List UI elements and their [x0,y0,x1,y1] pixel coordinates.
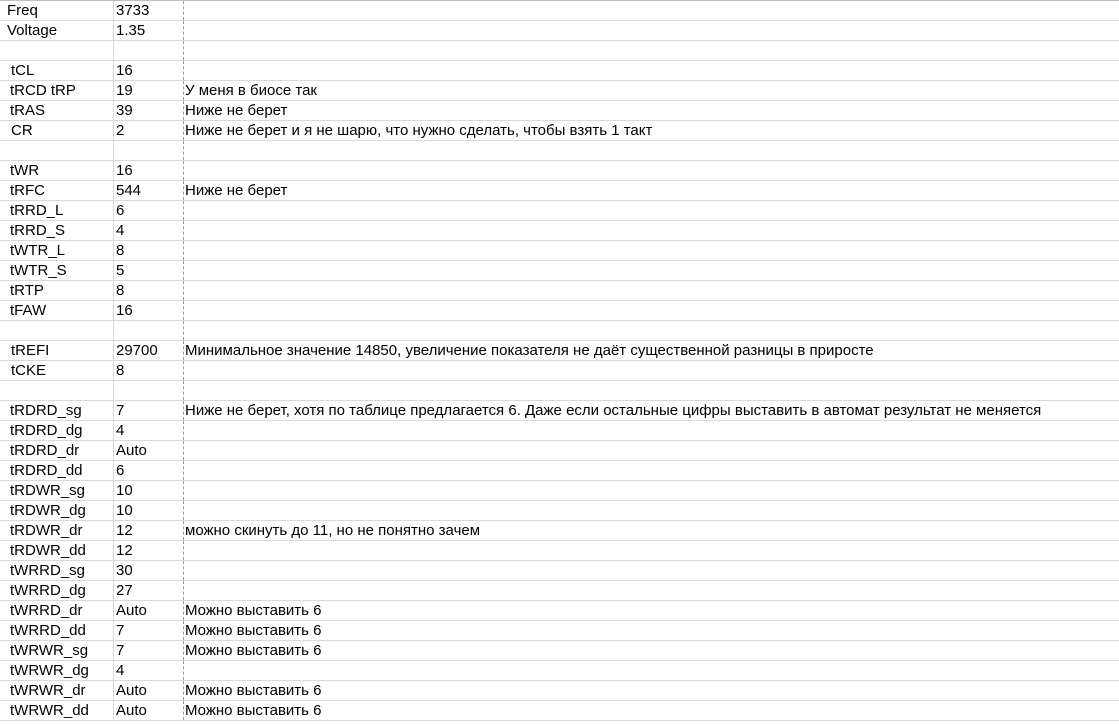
table-row [0,21,1119,41]
cell-value[interactable]: 12 [114,541,184,560]
cell-parameter[interactable]: tWRWR_dg [0,661,114,680]
cell-value[interactable]: 19 [114,81,184,100]
cell-note[interactable]: Минимальное значение 14850, увеличение показателя не даёт существенной разницы в приросте [185,342,874,359]
cell-parameter[interactable] [0,321,114,340]
cell-note[interactable] [184,501,1119,520]
cell-note[interactable] [184,261,1119,280]
table-row [0,661,1119,681]
cell-note[interactable] [184,301,1119,320]
cell-note[interactable] [184,241,1119,260]
cell-note[interactable] [184,41,1119,60]
table-row [0,481,1119,501]
cell-note[interactable] [184,1,1119,20]
cell-value[interactable]: 7 [114,621,184,640]
cell-parameter[interactable]: tRDRD_dg [0,421,114,440]
cell-parameter[interactable] [0,381,114,400]
cell-parameter[interactable] [0,141,114,160]
table-row [0,61,1119,81]
cell-value[interactable]: Auto [114,601,184,620]
cell-value[interactable]: 16 [114,301,184,320]
cell-note[interactable] [184,481,1119,500]
cell-value[interactable]: 3733 [114,1,184,20]
cell-parameter[interactable]: tRDWR_sg [0,481,114,500]
cell-parameter[interactable]: tRTP [0,281,114,300]
cell-note[interactable]: Можно выставить 6 [185,602,322,619]
table-row [0,261,1119,281]
cell-value[interactable]: 30 [114,561,184,580]
cell-note[interactable] [184,61,1119,80]
cell-note[interactable] [184,421,1119,440]
cell-note[interactable] [184,141,1119,160]
cell-value[interactable]: 29700 [114,341,184,360]
cell-value[interactable]: 5 [114,261,184,280]
cell-parameter[interactable]: tFAW [0,301,114,320]
cell-note[interactable]: Можно выставить 6 [185,702,322,719]
cell-value[interactable]: 4 [114,421,184,440]
cell-value[interactable]: 8 [114,361,184,380]
cell-value[interactable]: 2 [114,121,184,140]
cell-note[interactable] [184,281,1119,300]
cell-value[interactable]: 27 [114,581,184,600]
cell-parameter[interactable]: tRRD_S [0,221,114,240]
cell-note[interactable]: Ниже не берет [185,182,288,199]
table-row [0,241,1119,261]
table-row [0,81,1119,101]
cell-parameter[interactable]: tWTR_S [0,261,114,280]
table-row [0,701,1119,721]
table-row [0,601,1119,621]
cell-parameter[interactable]: CR [0,121,114,140]
cell-value[interactable]: 16 [114,161,184,180]
table-row [0,401,1119,421]
cell-parameter[interactable]: tWRRD_dg [0,581,114,600]
cell-note[interactable] [184,21,1119,40]
table-row [0,121,1119,141]
cell-note[interactable] [184,581,1119,600]
cell-note[interactable]: Ниже не берет и я не шарю, что нужно сделать, чтобы взять 1 такт [185,122,653,139]
table-row [0,181,1119,201]
table-row [0,101,1119,121]
cell-value[interactable]: 39 [114,101,184,120]
cell-value[interactable]: 4 [114,221,184,240]
table-row [0,681,1119,701]
cell-value[interactable]: 8 [114,241,184,260]
cell-parameter[interactable]: tRDWR_dd [0,541,114,560]
cell-parameter[interactable]: tCL [0,61,114,80]
cell-parameter[interactable]: tRAS [0,101,114,120]
table-row [0,381,1119,401]
cell-parameter[interactable]: tWTR_L [0,241,114,260]
cell-parameter[interactable]: tRDWR_dg [0,501,114,520]
cell-value[interactable]: 7 [114,401,184,420]
cell-parameter[interactable]: tRDWR_dr [0,521,114,540]
cell-parameter[interactable]: Freq [0,1,114,20]
cell-value[interactable]: 8 [114,281,184,300]
table-row [0,41,1119,61]
cell-note[interactable] [184,441,1119,460]
cell-note[interactable] [184,661,1119,680]
table-row [0,521,1119,541]
cell-parameter[interactable]: tWRWR_dr [0,681,114,700]
cell-parameter[interactable]: Voltage [0,21,114,40]
cell-value[interactable] [114,381,184,400]
cell-note[interactable]: Можно выставить 6 [185,682,322,699]
cell-value[interactable]: 16 [114,61,184,80]
cell-note[interactable] [184,541,1119,560]
cell-parameter[interactable]: tWR [0,161,114,180]
cell-note[interactable]: Ниже не берет [185,102,288,119]
cell-value[interactable]: 544 [114,181,184,200]
cell-note[interactable] [184,161,1119,180]
table-row [0,501,1119,521]
cell-note[interactable]: Можно выставить 6 [185,622,322,639]
cell-parameter[interactable]: tWRWR_sg [0,641,114,660]
cell-value[interactable] [114,41,184,60]
cell-value[interactable]: 4 [114,661,184,680]
table-row [0,341,1119,361]
table-row [0,301,1119,321]
cell-parameter[interactable]: tRFC [0,181,114,200]
cell-note[interactable] [184,561,1119,580]
table-row [0,621,1119,641]
table-row [0,361,1119,381]
cell-note[interactable]: Можно выставить 6 [185,642,322,659]
table-row [0,281,1119,301]
cell-note[interactable]: Ниже не берет, хотя по таблице предлагается 6. Даже если остальные цифры выставить в автомат результат не меняется [185,402,1042,419]
cell-value[interactable]: Auto [114,701,184,720]
cell-parameter[interactable]: tWRRD_dr [0,601,114,620]
table-row [0,321,1119,341]
cell-value[interactable]: 6 [114,201,184,220]
cell-value[interactable] [114,321,184,340]
cell-note[interactable]: можно скинуть до 11, но не понятно зачем [185,522,481,539]
cell-value[interactable]: 12 [114,521,184,540]
table-row [0,441,1119,461]
table-row [0,221,1119,241]
cell-value[interactable]: 6 [114,461,184,480]
table-row [0,461,1119,481]
cell-parameter[interactable]: tRDRD_dd [0,461,114,480]
cell-value[interactable]: 1.35 [114,21,184,40]
cell-note[interactable] [184,321,1119,340]
cell-parameter[interactable]: tREFI [0,341,114,360]
cell-parameter[interactable]: tRDRD_dr [0,441,114,460]
table-row [0,641,1119,661]
cell-parameter[interactable] [0,41,114,60]
cell-value[interactable]: 10 [114,501,184,520]
cell-note[interactable] [184,361,1119,380]
table-row [0,421,1119,441]
cell-value[interactable]: 7 [114,641,184,660]
cell-note[interactable] [184,461,1119,480]
cell-value[interactable]: Auto [114,681,184,700]
cell-note[interactable] [184,221,1119,240]
cell-value[interactable]: 10 [114,481,184,500]
table-row [0,1,1119,21]
cell-parameter[interactable]: tRCD tRP [0,81,114,100]
table-row [0,541,1119,561]
table-row [0,141,1119,161]
table-row [0,581,1119,601]
cell-parameter[interactable]: tRDRD_sg [0,401,114,420]
cell-note[interactable] [184,381,1119,400]
table-row [0,561,1119,581]
cell-parameter[interactable]: tWRRD_dd [0,621,114,640]
table-row [0,201,1119,221]
cell-value[interactable]: Auto [114,441,184,460]
cell-parameter[interactable]: tWRRD_sg [0,561,114,580]
cell-value[interactable] [114,141,184,160]
cell-parameter[interactable]: tWRWR_dd [0,701,114,720]
table-row [0,161,1119,181]
cell-note[interactable]: У меня в биосе так [185,82,317,99]
cell-parameter[interactable]: tRRD_L [0,201,114,220]
cell-parameter[interactable]: tCKE [0,361,114,380]
cell-note[interactable] [184,201,1119,220]
